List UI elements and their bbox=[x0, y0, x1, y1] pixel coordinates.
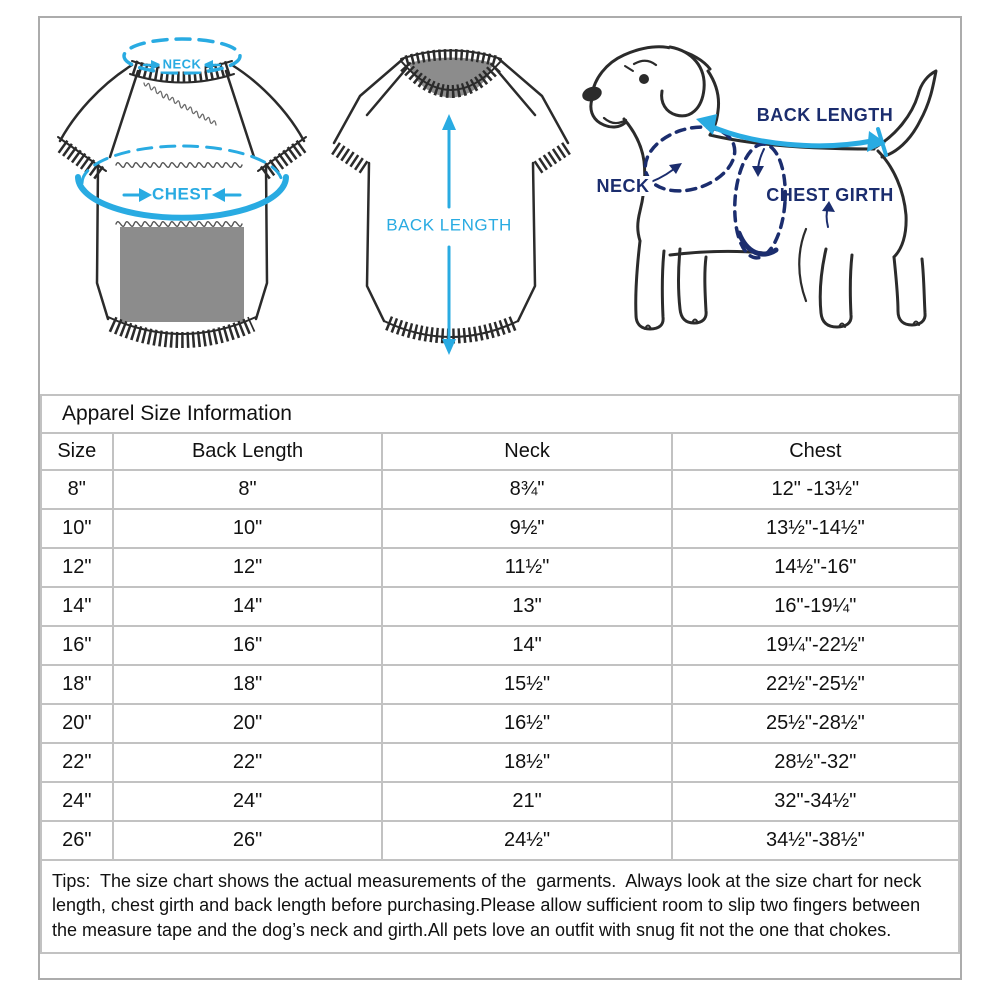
arrow-down-icon bbox=[442, 339, 456, 355]
column-header: Chest bbox=[672, 433, 959, 470]
table-cell: 18" bbox=[113, 665, 383, 704]
table-row bbox=[41, 626, 959, 665]
table-cell: 13½"-14½" bbox=[672, 509, 959, 548]
table-cell: 18" bbox=[41, 665, 113, 704]
dog-neck-label: NECK bbox=[593, 176, 652, 196]
table-cell: 8¾" bbox=[382, 470, 671, 509]
table-row bbox=[41, 470, 959, 509]
table-cell: 16" bbox=[41, 626, 113, 665]
dog-neck-ellipse bbox=[637, 116, 743, 201]
table-cell: 16"-19¼" bbox=[672, 587, 959, 626]
table-row bbox=[41, 821, 959, 860]
table-row bbox=[41, 704, 959, 743]
table-row bbox=[41, 509, 959, 548]
garment-neck-label: NECK bbox=[160, 57, 205, 72]
table-cell: 12" bbox=[41, 548, 113, 587]
garment-front-diagram bbox=[334, 51, 568, 356]
table-cell: 16" bbox=[113, 626, 383, 665]
gray-panel bbox=[120, 227, 244, 322]
tips-text: Tips: The size chart shows the actual measurements of the garments. Always look at the size chart for neck length, chest girth and back length before purchasing.Please allow sufficient room to slip two fingers between the measure tape and the dog’s neck and girth.All pets love an outfit with snug fit not the one that chokes. bbox=[41, 860, 959, 953]
table-cell: 24" bbox=[41, 782, 113, 821]
table-cell: 10" bbox=[113, 509, 383, 548]
dog-back-length-label: BACK LENGTH bbox=[756, 105, 894, 125]
column-header: Size bbox=[41, 433, 113, 470]
column-header: Back Length bbox=[113, 433, 383, 470]
dog-eye bbox=[639, 74, 649, 84]
size-table-body bbox=[41, 395, 959, 953]
table-cell: 28½"-32" bbox=[672, 743, 959, 782]
column-header: Neck bbox=[382, 433, 671, 470]
table-cell: 32"-34½" bbox=[672, 782, 959, 821]
table-cell: 24½" bbox=[382, 821, 671, 860]
dog-chest-girth-label: CHEST GIRTH bbox=[766, 185, 894, 205]
table-cell: 15½" bbox=[382, 665, 671, 704]
back-length-arrow-left-icon bbox=[696, 114, 717, 135]
table-cell: 10" bbox=[41, 509, 113, 548]
chest-arrow-right-icon bbox=[139, 188, 152, 202]
chest-pointer-down-icon bbox=[752, 166, 764, 177]
collar-inner-gray bbox=[409, 58, 493, 99]
table-cell: 11½" bbox=[382, 548, 671, 587]
table-cell: 14" bbox=[382, 626, 671, 665]
table-title: Apparel Size Information bbox=[41, 395, 959, 433]
garment-back-length-label: BACK LENGTH bbox=[383, 216, 514, 235]
table-row bbox=[41, 665, 959, 704]
table-cell: 13" bbox=[382, 587, 671, 626]
tips-row bbox=[41, 860, 959, 953]
table-row bbox=[41, 782, 959, 821]
table-cell: 19¼"-22½" bbox=[672, 626, 959, 665]
table-cell: 14½"-16" bbox=[672, 548, 959, 587]
diagrams-svg bbox=[40, 18, 960, 394]
table-row bbox=[41, 743, 959, 782]
chest-arrow-left-icon bbox=[212, 188, 225, 202]
table-title-row bbox=[41, 395, 959, 433]
table-cell: 12" -13½" bbox=[672, 470, 959, 509]
size-table-header-row bbox=[41, 433, 959, 470]
size-table bbox=[40, 394, 960, 954]
measurement-diagrams bbox=[40, 18, 960, 394]
table-cell: 34½"-38½" bbox=[672, 821, 959, 860]
table-cell: 20" bbox=[41, 704, 113, 743]
table-cell: 26" bbox=[113, 821, 383, 860]
table-row bbox=[41, 587, 959, 626]
table-cell: 16½" bbox=[382, 704, 671, 743]
table-cell: 8" bbox=[41, 470, 113, 509]
table-cell: 22" bbox=[113, 743, 383, 782]
dog-nose bbox=[580, 84, 603, 103]
table-cell: 21" bbox=[382, 782, 671, 821]
table-row bbox=[41, 548, 959, 587]
table-cell: 24" bbox=[113, 782, 383, 821]
table-cell: 8" bbox=[113, 470, 383, 509]
table-cell: 25½"-28½" bbox=[672, 704, 959, 743]
garment-chest-label: CHEST bbox=[151, 184, 213, 204]
table-cell: 18½" bbox=[382, 743, 671, 782]
content-frame bbox=[38, 16, 962, 980]
table-cell: 26" bbox=[41, 821, 113, 860]
table-cell: 12" bbox=[113, 548, 383, 587]
table-cell: 20" bbox=[113, 704, 383, 743]
table-cell: 22" bbox=[41, 743, 113, 782]
table-cell: 14" bbox=[113, 587, 383, 626]
table-cell: 22½"-25½" bbox=[672, 665, 959, 704]
table-cell: 14" bbox=[41, 587, 113, 626]
table-cell: 9½" bbox=[382, 509, 671, 548]
